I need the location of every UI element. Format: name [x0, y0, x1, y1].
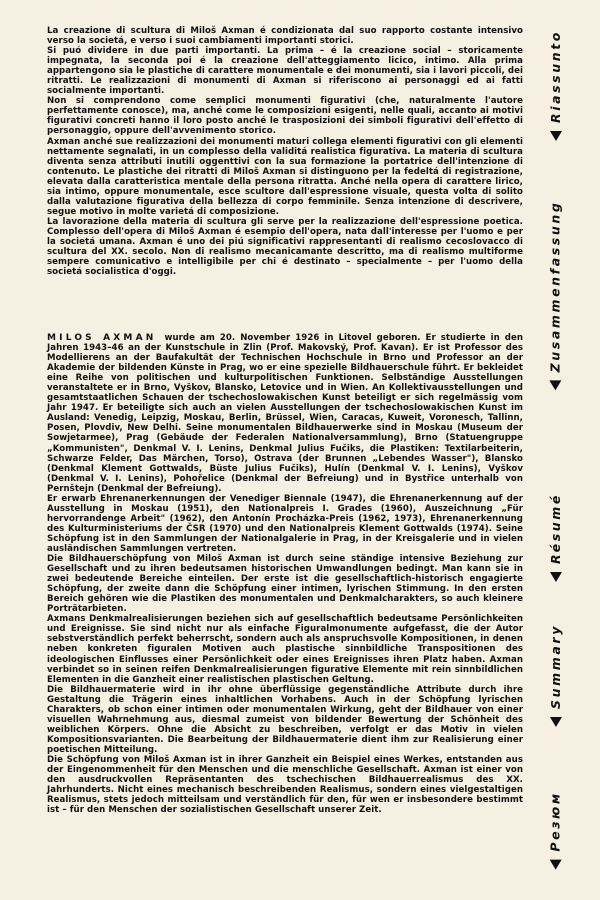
- italian-paragraph: La lavorazione della materia di scultura gli serve per la realizzazione dell'espressione poetica. Complesso dell'opera di Miloš Axman é esempio dell'opera, nata dall'interesse per l'uomo e per la societá umana. Axman é uno dei piú significativi rappresentanti di realismo cecoslovacco di scultura del XX. secolo. Non di realismo mecanicamante descritto, ma di realismo multiforme sempere comunicativo e intelligibile per chi é destinato – specialmente – per l'uomo della societá socialistica d'oggi.: [47, 216, 523, 278]
- italian-summary-section: [47, 26, 523, 277]
- german-paragraph-intro: [47, 333, 523, 494]
- triangle-pointer-icon: [549, 859, 561, 869]
- side-label-text: Zusammenfassung: [547, 200, 563, 372]
- side-label-summary[interactable]: [540, 600, 570, 750]
- german-paragraph: Er erwarb Ehrenanerkennungen der Venediger Biennale (1947), die Ehrenanerkennung auf der Ausstellung in Moskau (1951), den Nationalpreis I. Grades (1960), Auszeichnung „Für hervorrandenge Arbeit" (1962), den Antonín Procházka-Preis (1962, 1973), Ehrenanerkennung des Kulturministeriums der ČSR (1970) und den Nationalpreis Klement Gottwalds (1974). Seine Schöpfung ist in den Sammlungen der Nationalgalerie in Prag, in der Kreisgalerie und in vielen ausländischen Sammlungen vertreten.: [47, 493, 523, 554]
- side-label-riassunto[interactable]: [540, 20, 570, 150]
- german-paragraph: Die Schöpfung von Miloš Axman ist in ihrer Ganzheit ein Beispiel eines Werkes, entstanden aus der Eingenommenheit für den Menschen und die menschliche Gesellschaft. Axman ist einer von den ausdruckvollen Repräsentanten des tschechischen Bildhauerrealismus des XX. Jahrhunderts. Nicht eines mechanisch beschreibenden Realismus, sondern eines vielgestaltigen Realismus, stets jedoch mitteilsam und verständlich für den, für wen er insbesondere bestimmt ist – für den Menschen der sozialistischen Gesellschaft unserer Zeit.: [47, 754, 523, 816]
- side-label-rezyum[interactable]: [540, 770, 570, 890]
- triangle-pointer-icon: [549, 716, 561, 726]
- italian-paragraph: La creazione di scultura di Miloš Axman é condizionata dal suo rapporto costante intensivo verso la societá, e verso i suoi cambiamenti importanti storici.: [47, 26, 523, 47]
- german-paragraph: Die Bildhauermaterie wird in ihr ohne überflüssige gegenständliche Attribute durch ihre Gestaltung die Trägerin eines inhaltlichen Vorhabens. Auch in der Schöpfung lyrischen Charakters, ob schon einer intimen oder monumentalen Wirkung, geht der Bildhauer von einer visuellen Wahrnehmung aus, diesmal zumeist von bildender Bewertung der Schönheit des weiblichen Körpers. Ohne die Absicht zu beschreiben, verfolgt er das Motiv in vielen Kompositionsvarianten. Die Bearbeitung der Bildhauermaterie dient ihm zur Realisierung einer poetischen Mitteilung.: [47, 684, 523, 755]
- side-label-text: Резюм: [547, 790, 563, 852]
- main-text-column: [47, 26, 523, 816]
- german-summary-section: [47, 333, 523, 815]
- italian-paragraph: Si puó dividere in due parti importanti. La prima – é la creazione social – storicamente impegnata, la seconda poi é la creazione dell'atteggiamento licico, intimo. Alla prima appartengono sia le plastiche di carattere monumentale e dei monumenti, sia i lavori piccoli, dei ritratti. Le realizzazioni di monumenti di Axman si riferiscono ai personaggi ed ai fatti socialmente importanti.: [47, 46, 523, 97]
- side-label-text: Résumé: [547, 493, 563, 564]
- artist-name-lead: MILOS AXMAN: [47, 333, 157, 343]
- language-index-strip: [540, 0, 570, 900]
- side-label-text: Riassunto: [547, 29, 563, 123]
- german-paragraph: Die Bildhauerschöpfung von Miloš Axman ist durch seine ständige intensive Beziehung zur Gesellschaft und zu ihren bedeutsamen historischen Umwandlungen bedingt. Man kann sie in zwei bedeutende Bereiche einteilen. Der erste ist die gesellschaftlich-historisch engagierte Schöpfung, der zweite dann die Schöpfung einer intimen, lyrischen Stimmung. In den ersten Bereich gehören wie die Plastiken des monumentalen und Denkmalcharakters, so auch kleinere Porträtarbieten.: [47, 554, 523, 615]
- italian-paragraph: Non si comprendono come semplici monumenti figurativi (che, naturalmente l'autore perfettamente conosce), ma, anché come le composizioni esigenti, nelle quali, accanto ai motivi figurativi concreti hanno il loro posto anché le trasposizioni dei simboli figurativi dell'effetto di personaggio, oppure dell'avvenimento storico.: [47, 96, 523, 137]
- triangle-pointer-icon: [549, 131, 561, 141]
- german-paragraph: Axmans Denkmalrealisierungen beziehen sich auf gesellschaftlich bedeutsame Persönlichkeiten und Ereignisse. Sie sind nicht nur als einfache Figuralmonumente aufgefasst, die der Autor sebstverständlich perfekt beherrscht, sondern auch als anspruchsvolle Kompositionen, in denen neben konkreten figuralen Motiven auch plastische sinnbildliche Transpositionen des ideologischen Einflusses einer Persönlichkeit oder eines Ereignisses ihren Platz haben. Axman verbindet so in seinen reifen Denkmalrealisierungen figurative Elemente mit rein sinnbildlichen Elementen in die Ganzheit einer realistischen plastischen Geltung.: [47, 614, 523, 685]
- italian-paragraph: Axman anché sue realizzazioni dei monumenti maturi collega elementi figurativi con gli elementi nettamente segnalati, in un complesso della validitá realistica figurativa. La materia di scultura diventa senza attributi inutili oggenttivi con la sua formazione la portatrice dell'intenzione di contenuto. Le plastiche dei ritratti di Miloš Axman si distinguono per la fedeltá di registrazione, elevata dalla caratteristica mentale della persona ritratta. Anché nella opera di carattere lirico, sia intimo, oppure monumentale, esce scultore dall'espressione visuale, questa volta di solito dalla valutazione figurativa della bellezza di corpo femminile. Senza intenzione di descrivere, segue motivo in molte varietá di composizione.: [47, 136, 523, 217]
- triangle-pointer-icon: [549, 572, 561, 582]
- side-label-zusammenfassung[interactable]: [540, 160, 570, 430]
- side-label-resume[interactable]: [540, 465, 570, 610]
- triangle-pointer-icon: [549, 380, 561, 390]
- side-label-text: Summary: [547, 623, 563, 709]
- german-intro-text: wurde am 20. November 1926 in Litovel geboren. Er studierte in den Jahren 1943–46 an der Kunstschule in Zlin (Prof. Makovský, Prof. Kavan). Er ist Professor des Modellierens an der Baufakultät der Technischen Hochschule in Brno und Professor an der Akademie der bildenden Künste in Prag, wo er eine spezielle Bildhauerschule führt. Er bekleidet eine Reihe von politischen und kulturpolitischen Funktionen. Selbständige Ausstellungen veranstaltete er in Brno, Vyškov, Blansko, Letovice und in Wien. An Kollektivausstellungen und gesamtstaatlichen Schauen der tschechoslowakischen Kunst beteiligt er sich regelmässig vom Jahr 1947. Er beteiligte sich auch an vielen Ausstellungen der tschechoslowakischen Kunst im Ausland: Venedig, Leipzig, Moskau, Berlin, Brüssel, Wien, Caracas, Kuweit, Voronesch, Tallinn, Posen, Plovdiv, New Delhi. Seine monumentalen Bildhauerwerke sind in Moskau (Museum der Sowjetarmee), Prag (Gebäude der Federalen Nationalversammlung), Brno (Statuengruppe „Kommunisten", Denkmal V. I. Lenins, Denkmal Julius Fučiks, die Plastiken: Textilarbeiterin, Schwarze Felder, Das Märchen, Torso), Ostrava (der Brunnen „Lebendes Wasser"), Blansko (Denkmal Klement Gottwalds, Büste Julius Fučiks), Hulín (Denkmal V. I. Lenins), Vyškov (Denkmal V. I. Lenins), Pohořelice (Denkmal der Befreiung) und in Bystřice unterhalb von Pernštejn (Denkmal der Befreiung).: [47, 333, 523, 494]
